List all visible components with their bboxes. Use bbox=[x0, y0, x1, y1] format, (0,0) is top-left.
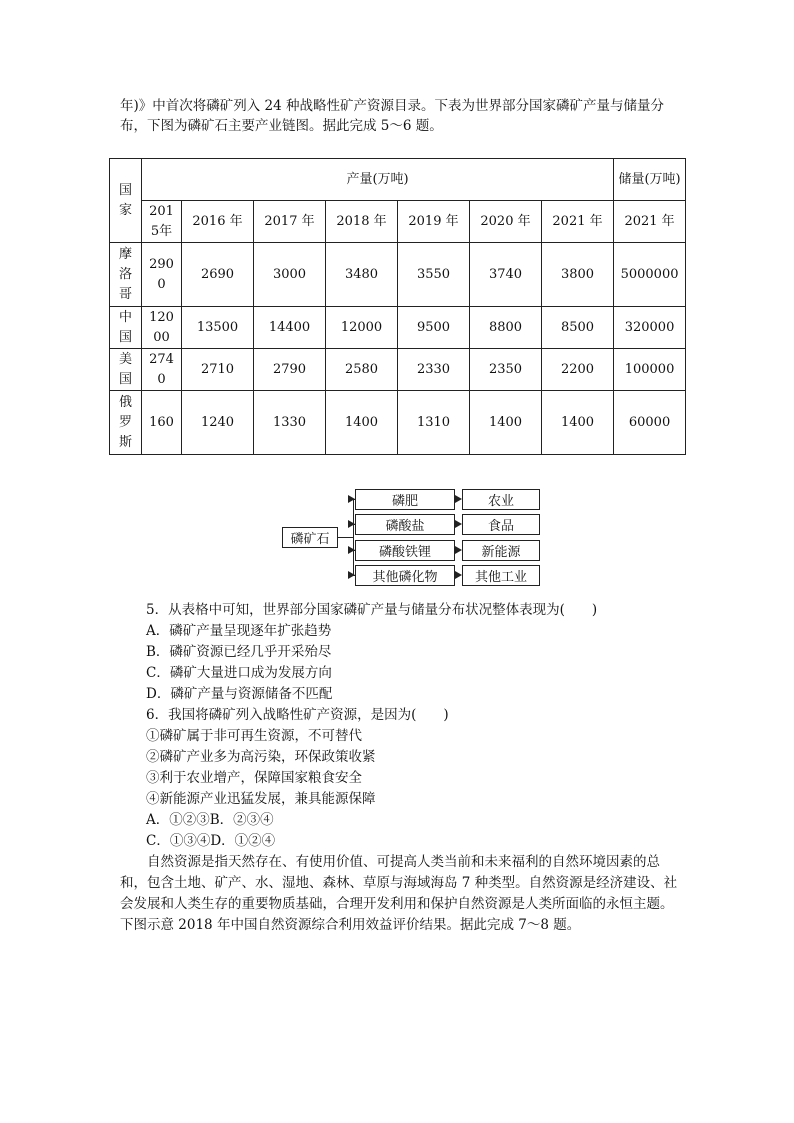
value-cell: 100000 bbox=[614, 349, 686, 391]
value-cell: 3000 bbox=[254, 243, 326, 307]
country-name: 摩洛哥 bbox=[110, 243, 142, 307]
option-b: B．磷矿资源已经几乎开采殆尽 bbox=[146, 644, 332, 660]
header-production: 产量(万吨) bbox=[142, 159, 614, 201]
statement-3: ③利于农业增产，保障国家粮食安全 bbox=[146, 770, 362, 786]
option-a: A．磷矿产量呈现逐年扩张趋势 bbox=[146, 623, 332, 639]
value-cell: 1240 bbox=[182, 391, 254, 455]
middle-box: 磷酸盐 bbox=[355, 514, 455, 535]
year-cell: 2017 年 bbox=[254, 201, 326, 243]
year-cell: 2021 年 bbox=[542, 201, 614, 243]
arrow-icon bbox=[455, 520, 462, 528]
arrow-icon bbox=[348, 520, 355, 528]
value-cell: 1400 bbox=[326, 391, 398, 455]
connector-line bbox=[353, 499, 354, 576]
value-cell: 5000000 bbox=[614, 243, 686, 307]
intro-line-1: 年)》中首次将磷矿列入 24 种战略性矿产资源目录。下表为世界部分国家磷矿产量与储量分 bbox=[120, 98, 665, 114]
value-cell: 60000 bbox=[614, 391, 686, 455]
question-6: 6．我国将磷矿列入战略性矿产资源，是因为( ) bbox=[146, 707, 449, 723]
year-cell: 2021 年 bbox=[614, 201, 686, 243]
statement-1: ①磷矿属于非可再生资源，不可替代 bbox=[146, 728, 362, 744]
country-name: 俄罗斯 bbox=[110, 391, 142, 455]
connector-line bbox=[338, 537, 353, 538]
value-cell: 3740 bbox=[470, 243, 542, 307]
arrow-icon bbox=[348, 495, 355, 503]
value-cell: 1310 bbox=[398, 391, 470, 455]
arrow-icon bbox=[455, 546, 462, 554]
value-2015: 160 bbox=[142, 391, 182, 455]
value-cell: 13500 bbox=[182, 307, 254, 349]
value-cell: 2710 bbox=[182, 349, 254, 391]
country-name: 美国 bbox=[110, 349, 142, 391]
options-cd: C．①③④D．①②④ bbox=[146, 833, 276, 849]
middle-box: 其他磷化物 bbox=[355, 565, 455, 586]
header-reserve: 储量(万吨) bbox=[614, 159, 686, 201]
value-cell: 2690 bbox=[182, 243, 254, 307]
statement-4: ④新能源产业迅猛发展，兼具能源保障 bbox=[146, 791, 376, 807]
value-cell: 2350 bbox=[470, 349, 542, 391]
industry-chain-diagram bbox=[282, 486, 544, 588]
value-cell: 3480 bbox=[326, 243, 398, 307]
intro-text bbox=[120, 96, 685, 136]
paragraph-text: 自然资源是指天然存在、有使用价值、可提高人类当前和未来福利的自然环境因素的总和，包含土地、矿产、水、湿地、森林、草原与海域海岛 7 种类型。自然资源是经济建设、社会发展和人类生存的重要物质基础，合理开发利用和保护自然资源是人类所面临的永恒主题。下图示意 2018 年中国自然资源综合利用效益评价结果。据此完成 7～8 题。 bbox=[120, 854, 678, 933]
value-2015: 2900 bbox=[142, 243, 182, 307]
option-d: D．磷矿产量与资源储备不匹配 bbox=[146, 686, 333, 702]
header-country: 国家 bbox=[110, 159, 142, 243]
table-row bbox=[110, 391, 686, 455]
value-cell: 3800 bbox=[542, 243, 614, 307]
year-cell: 2019 年 bbox=[398, 201, 470, 243]
year-cell: 2018 年 bbox=[326, 201, 398, 243]
value-cell: 14400 bbox=[254, 307, 326, 349]
table-row bbox=[110, 243, 686, 307]
phosphate-table bbox=[109, 158, 686, 455]
value-cell: 8500 bbox=[542, 307, 614, 349]
arrow-icon bbox=[348, 571, 355, 579]
value-cell: 2790 bbox=[254, 349, 326, 391]
year-cell: 2016 年 bbox=[182, 201, 254, 243]
option-c: C．磷矿大量进口成为发展方向 bbox=[146, 665, 332, 681]
source-box: 磷矿石 bbox=[282, 527, 338, 548]
target-box: 农业 bbox=[462, 489, 540, 510]
value-cell: 2200 bbox=[542, 349, 614, 391]
country-name: 中国 bbox=[110, 307, 142, 349]
value-cell: 12000 bbox=[326, 307, 398, 349]
middle-box: 磷酸铁锂 bbox=[355, 540, 455, 561]
intro-line-2: 布，下图为磷矿石主要产业链图。据此完成 5～6 题。 bbox=[120, 118, 443, 134]
options-ab: A．①②③B．②③④ bbox=[146, 812, 274, 828]
value-2015: 2740 bbox=[142, 349, 182, 391]
value-cell: 1400 bbox=[470, 391, 542, 455]
target-box: 新能源 bbox=[462, 540, 540, 561]
resource-paragraph bbox=[120, 852, 685, 936]
arrow-icon bbox=[348, 546, 355, 554]
table-row bbox=[110, 349, 686, 391]
question-5: 5．从表格中可知，世界部分国家磷矿产量与储量分布状况整体表现为( ) bbox=[146, 602, 598, 618]
value-cell: 2580 bbox=[326, 349, 398, 391]
value-cell: 8800 bbox=[470, 307, 542, 349]
value-cell: 1330 bbox=[254, 391, 326, 455]
target-box: 其他工业 bbox=[462, 565, 540, 586]
arrow-icon bbox=[455, 495, 462, 503]
year-cell: 2020 年 bbox=[470, 201, 542, 243]
value-cell: 9500 bbox=[398, 307, 470, 349]
statement-2: ②磷矿产业多为高污染，环保政策收紧 bbox=[146, 749, 376, 765]
value-cell: 1400 bbox=[542, 391, 614, 455]
value-cell: 2330 bbox=[398, 349, 470, 391]
year-2015: 2015年 bbox=[142, 201, 182, 243]
value-cell: 3550 bbox=[398, 243, 470, 307]
table-row bbox=[110, 307, 686, 349]
value-2015: 12000 bbox=[142, 307, 182, 349]
target-box: 食品 bbox=[462, 514, 540, 535]
value-cell: 320000 bbox=[614, 307, 686, 349]
arrow-icon bbox=[455, 571, 462, 579]
middle-box: 磷肥 bbox=[355, 489, 455, 510]
